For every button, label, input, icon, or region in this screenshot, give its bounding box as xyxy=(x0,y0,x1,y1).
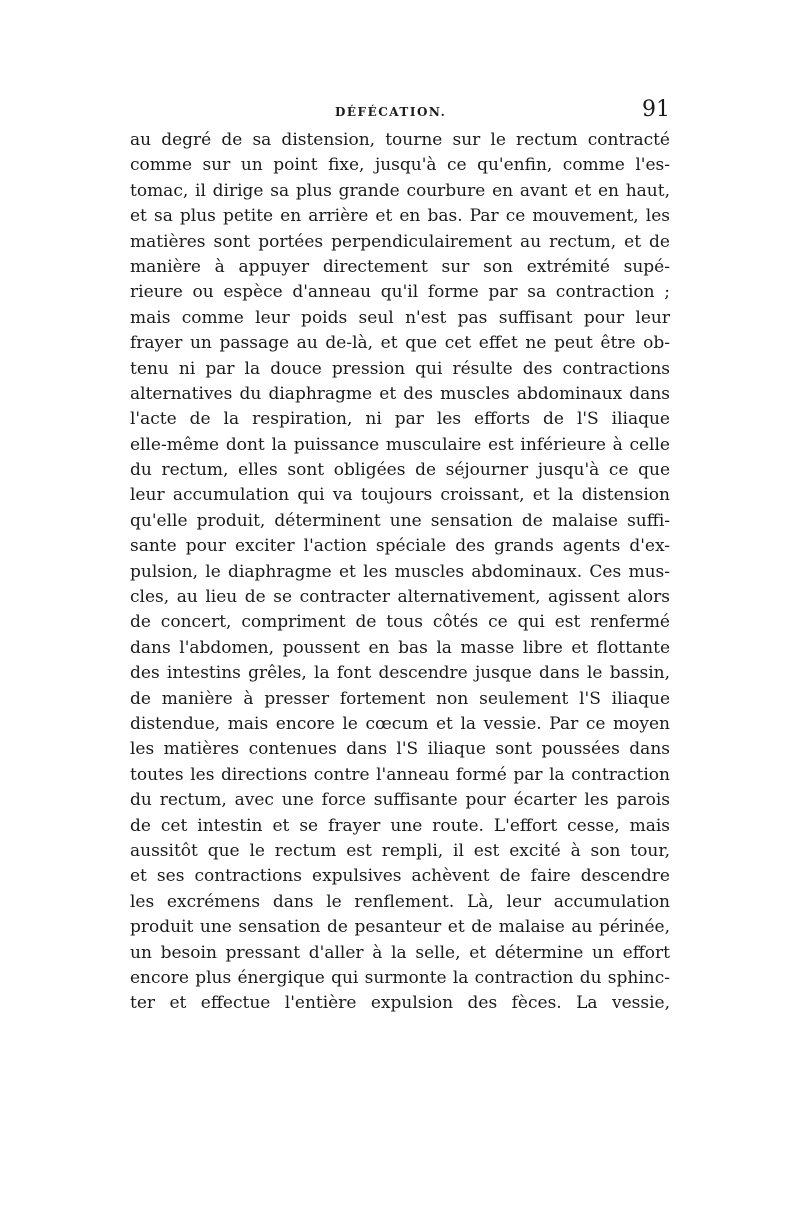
text-line: l'acte de la respiration, ni par les efforts de l'S iliaque xyxy=(130,409,670,430)
body-text xyxy=(130,128,670,1017)
text-line: ter et effectue l'entière expulsion des fèces. La vessie, xyxy=(130,993,670,1014)
text-line: comme sur un point fixe, jusqu'à ce qu'enfin, comme l'es- xyxy=(130,155,670,176)
text-line: de concert, compriment de tous côtés ce qui est renfermé xyxy=(130,612,670,633)
text-line: elle-même dont la puissance musculaire est inférieure à celle xyxy=(130,434,670,455)
text-line: encore plus énergique qui surmonte la contraction du sphinc- xyxy=(130,967,670,988)
running-header xyxy=(130,95,670,125)
text-line: manière à appuyer directement sur son extrémité supé- xyxy=(130,256,670,277)
text-line: de cet intestin et se frayer une route. L'effort cesse, mais xyxy=(130,815,670,836)
text-line: toutes les directions contre l'anneau formé par la contraction xyxy=(130,764,670,785)
text-line: les excrémens dans le renflement. Là, leur accumulation xyxy=(130,891,670,912)
text-line: du rectum, avec une force suffisante pour écarter les parois xyxy=(130,790,670,811)
text-line: rieure ou espèce d'anneau qu'il forme par sa contraction ; xyxy=(130,282,670,303)
text-line: alternatives du diaphragme et des muscles abdominaux dans xyxy=(130,383,670,404)
text-line: un besoin pressant d'aller à la selle, et détermine un effort xyxy=(130,942,670,963)
text-line: de manière à presser fortement non seulement l'S iliaque xyxy=(130,688,670,709)
text-line: aussitôt que le rectum est rempli, il est excité à son tour, xyxy=(130,840,670,861)
text-line: pulsion, le diaphragme et les muscles abdominaux. Ces mus- xyxy=(130,561,670,582)
text-line: produit une sensation de pesanteur et de malaise au périnée, xyxy=(130,917,670,938)
text-line: tomac, il dirige sa plus grande courbure en avant et en haut, xyxy=(130,180,670,201)
text-line: et ses contractions expulsives achèvent de faire descendre xyxy=(130,866,670,887)
running-title: DÉFÉCATION. xyxy=(335,105,447,119)
text-line: matières sont portées perpendiculairement au rectum, et de xyxy=(130,231,670,252)
text-line: leur accumulation qui va toujours croissant, et la distension xyxy=(130,485,670,506)
text-line: sante pour exciter l'action spéciale des grands agents d'ex- xyxy=(130,536,670,557)
text-line: des intestins grêles, la font descendre jusque dans le bassin, xyxy=(130,663,670,684)
text-line: dans l'abdomen, poussent en bas la masse libre et flottante xyxy=(130,637,670,658)
page-number: 91 xyxy=(642,97,670,122)
text-line: mais comme leur poids seul n'est pas suffisant pour leur xyxy=(130,307,670,328)
text-line: frayer un passage au de-là, et que cet effet ne peut être ob- xyxy=(130,333,670,354)
text-line: distendue, mais encore le cœcum et la vessie. Par ce moyen xyxy=(130,713,670,734)
text-line: du rectum, elles sont obligées de séjourner jusqu'à ce que xyxy=(130,460,670,481)
text-line: qu'elle produit, déterminent une sensation de malaise suffi- xyxy=(130,510,670,531)
text-line: au degré de sa distension, tourne sur le rectum contracté xyxy=(130,130,670,150)
text-line: cles, au lieu de se contracter alternativement, agissent alors xyxy=(130,587,670,608)
text-line: et sa plus petite en arrière et en bas. Par ce mouvement, les xyxy=(130,206,670,227)
text-line: tenu ni par la douce pression qui résulte des contractions xyxy=(130,358,670,379)
text-line: les matières contenues dans l'S iliaque sont poussées dans xyxy=(130,739,670,760)
